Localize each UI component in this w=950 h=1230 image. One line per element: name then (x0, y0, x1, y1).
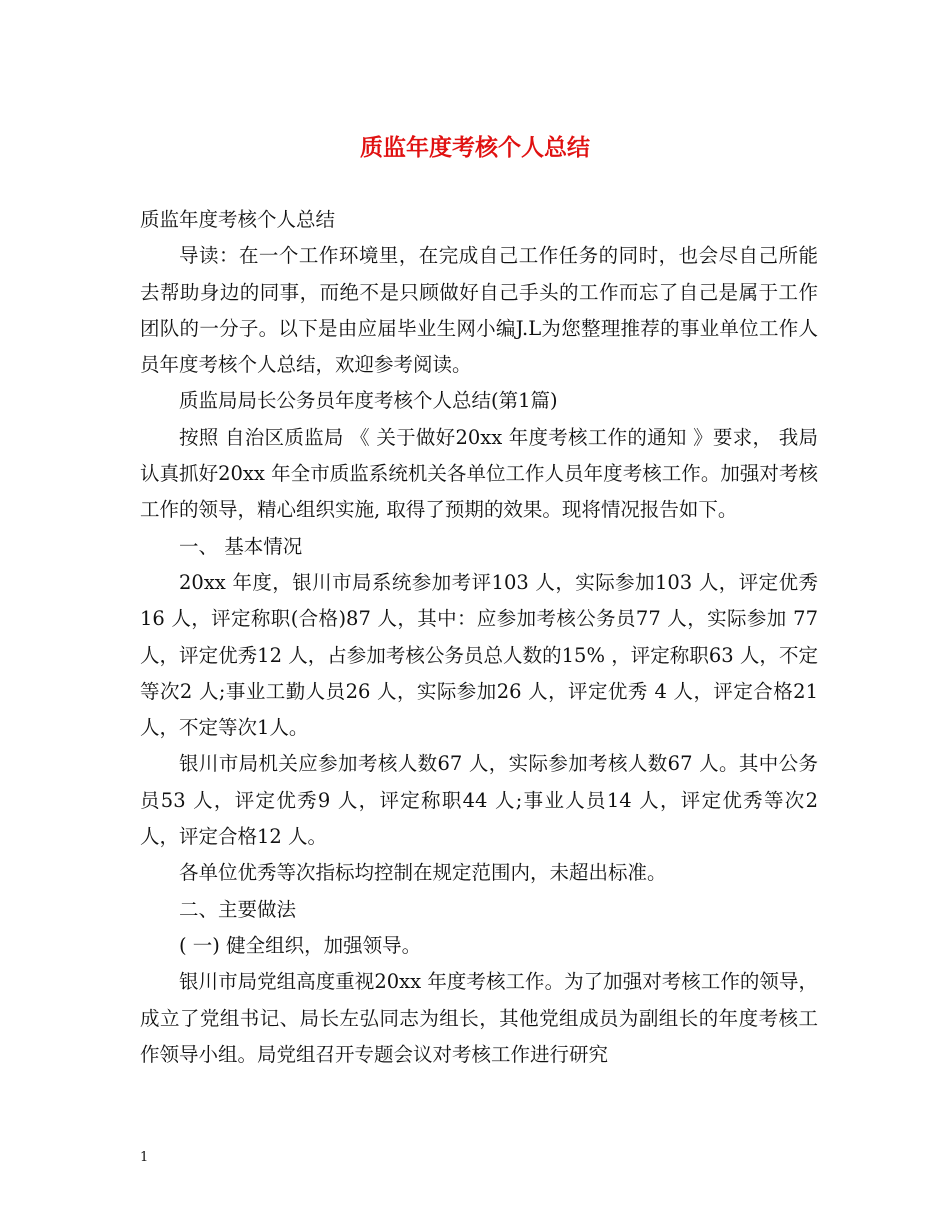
document-body (140, 202, 818, 1073)
body-paragraph: 各单位优秀等次指标均控制在规定范围内，未超出标准。 (179, 861, 667, 885)
body-paragraph: 20xx 年度，银川市局系统参加考评103 人，实际参加103 人，评定优秀16 人，评定称职(合格)87 人，其中：应参加考核公务员77 人，实际参加 77 人，评定优秀12 人，占参加考核公务员总人数的15% ，评定称职63 人，不定等次2 人;事业工勤人员26 人，实际参加26 人，评定优秀 4 人，评定合格21 人，不定等次1人。 (140, 570, 818, 740)
section-heading-basic: 一、 基本情况 (179, 534, 303, 558)
body-paragraph: 按照 自治区质监局 《 关于做好20xx 年度考核工作的通知 》要求， 我局认真抓好20xx 年全市质监系统机关各单位工作人员年度考核工作。加强对考核工作的领导，精心组织实施, 取得了预期的效果。现将情况报告如下。 (140, 425, 818, 522)
body-paragraph: 银川市局党组高度重视20xx 年度考核工作。为了加强对考核工作的领导，成立了党组书记、局长左弘同志为组长，其他党组成员为副组长的年度考核工作领导小组。局党组召开专题会议对考核工作进行研究 (140, 970, 818, 1066)
subtitle-paragraph: 质监年度考核个人总结 (140, 208, 336, 231)
article-heading: 质监局局长公务员年度考核个人总结(第1篇) (179, 389, 558, 413)
document-title: 质监年度考核个人总结 (360, 134, 590, 161)
page-number: 1 (140, 1150, 149, 1165)
body-paragraph: 银川市局机关应参加考核人数67 人，实际参加考核人数67 人。其中公务员53 人，评定优秀9 人，评定称职44 人;事业人员14 人，评定优秀等次2 人，评定合格12 人。 (140, 752, 818, 849)
subsection-heading: ( 一) 健全组织，加强领导。 (179, 933, 422, 957)
intro-paragraph: 导读：在一个工作环境里，在完成自己工作任务的同时，也会尽自己所能去帮助身边的同事，而绝不是只顾做好自己手头的工作而忘了自己是属于工作团队的一分子。以下是由应届毕业生网小编J.L为您整理推荐的事业单位工作人员年度考核个人总结，欢迎参考阅读。 (140, 244, 818, 377)
section-heading-methods: 二、主要做法 (179, 897, 297, 921)
